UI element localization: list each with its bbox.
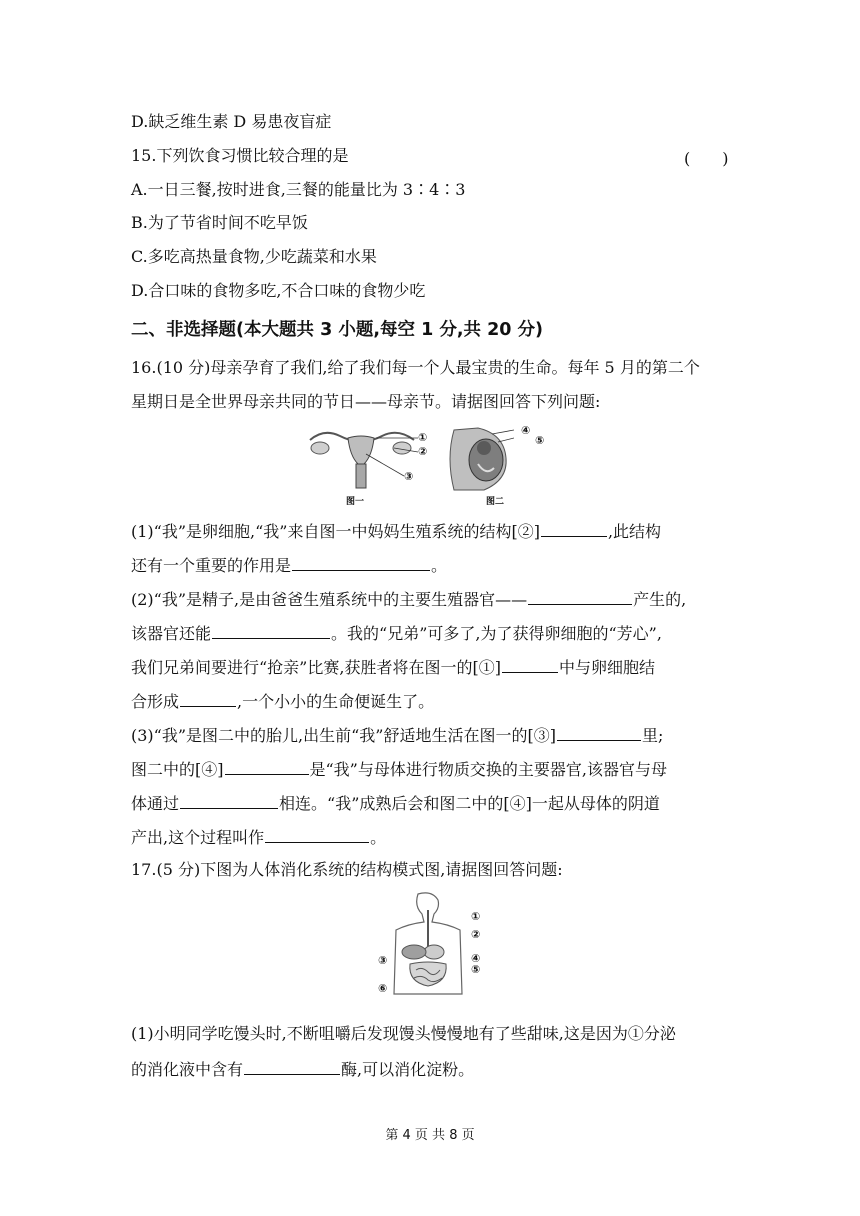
text: 体通过	[131, 794, 180, 813]
q16-part3-line1	[131, 724, 663, 746]
q16-part2-line2	[131, 622, 662, 644]
q16-stem-line1: 16.(10 分)母亲孕育了我们,给了我们每一个人最宝贵的生命。每年 5 月的第二个	[131, 358, 700, 377]
q16-part3-line2	[131, 758, 667, 780]
fig1-label-1: ①	[418, 431, 428, 444]
text: 我们兄弟间要进行“抢亲”比赛,获胜者将在图一的[①]	[131, 658, 501, 677]
q15-option-d: D.合口味的食物多吃,不合口味的食物少吃	[131, 281, 426, 300]
figure-one-reproductive-system	[306, 426, 426, 508]
text: ,一个小小的生命便诞生了。	[237, 692, 435, 711]
q14-option-d: D.缺乏维生素 D 易患夜盲症	[131, 112, 332, 131]
answer-blank[interactable]	[292, 554, 430, 571]
q16-part2-line1	[131, 588, 686, 610]
text: 酶,可以消化淀粉。	[341, 1060, 475, 1079]
q17-label-5: ⑤	[471, 963, 481, 976]
fig2-label-5: ⑤	[535, 434, 545, 447]
q16-part3-line3	[131, 792, 660, 814]
text: 是“我”与母体进行物质交换的主要器官,该器官与母	[309, 760, 667, 779]
q15-option-b: B.为了节省时间不吃早饭	[131, 213, 308, 232]
page-footer: 第 4 页 共 8 页	[385, 1128, 475, 1143]
fig2-label-4: ④	[521, 424, 531, 437]
text: 。我的“兄弟”可多了,为了获得卵细胞的“芳心”,	[331, 624, 662, 643]
q16-part2-line3	[131, 656, 655, 678]
answer-blank[interactable]	[265, 826, 369, 843]
q15-option-c: C.多吃高热量食物,少吃蔬菜和水果	[131, 247, 377, 266]
answer-blank[interactable]	[244, 1058, 340, 1075]
text: 相连。“我”成熟后会和图二中的[④]一起从母体的阴道	[279, 794, 660, 813]
q17-label-4: ④	[471, 952, 481, 965]
fig1-label-2: ②	[418, 445, 428, 458]
text: 。	[431, 556, 448, 575]
q17-label-2: ②	[471, 928, 481, 941]
q15-stem: 15.下列饮食习惯比较合理的是	[131, 146, 349, 165]
figure-two-fetus	[444, 424, 514, 494]
q17-label-6: ⑥	[378, 982, 388, 995]
section-title: 二、非选择题(本大题共 3 小题,每空 1 分,共 20 分)	[131, 320, 544, 340]
text: 合形成	[131, 692, 180, 711]
q16-part2-line4	[131, 690, 434, 712]
q16-part1-line2	[131, 554, 447, 576]
figure-digestive-system	[388, 890, 468, 998]
q16-part3-line4	[131, 826, 386, 848]
answer-blank[interactable]	[212, 622, 330, 639]
text: 该器官还能	[131, 624, 212, 643]
fig1-label-3: ③	[404, 470, 414, 483]
answer-blank[interactable]	[180, 690, 236, 707]
text: 产生的,	[633, 590, 687, 609]
answer-blank[interactable]	[557, 724, 641, 741]
figure-two-caption: 图二	[486, 497, 505, 507]
text: 。	[370, 828, 387, 847]
q17-label-3: ③	[378, 954, 388, 967]
q16-part1-line1	[131, 520, 661, 542]
answer-blank[interactable]	[180, 792, 278, 809]
text: 中与卵细胞结	[558, 658, 655, 677]
answer-blank[interactable]	[541, 520, 607, 537]
text: (1)“我”是卵细胞,“我”来自图一中妈妈生殖系统的结构[②]	[131, 522, 540, 541]
q16-stem-line2: 星期日是全世界母亲共同的节日——母亲节。请据图回答下列问题:	[131, 392, 601, 411]
q17-stem: 17.(5 分)下图为人体消化系统的结构模式图,请据图回答问题:	[131, 860, 563, 879]
q15-answer-paren: ( )	[684, 149, 729, 168]
figure-one-caption: 图一	[346, 497, 365, 507]
text: 里;	[641, 726, 664, 745]
q17-part1-line1: (1)小明同学吃馒头时,不断咀嚼后发现馒头慢慢地有了些甜味,这是因为①分泌	[131, 1024, 676, 1043]
text: ,此结构	[607, 522, 662, 541]
text: 产出,这个过程叫作	[131, 828, 265, 847]
answer-blank[interactable]	[528, 588, 632, 605]
answer-blank[interactable]	[225, 758, 309, 775]
text: 还有一个重要的作用是	[131, 556, 292, 575]
text: (3)“我”是图二中的胎儿,出生前“我”舒适地生活在图一的[③]	[131, 726, 556, 745]
text: (2)“我”是精子,是由爸爸生殖系统中的主要生殖器官——	[131, 590, 528, 609]
q15-option-a: A.一日三餐,按时进食,三餐的能量比为 3∶4∶3	[131, 180, 466, 199]
answer-blank[interactable]	[502, 656, 558, 673]
text: 的消化液中含有	[131, 1060, 244, 1079]
q17-part1-line2	[131, 1058, 474, 1080]
q17-label-1: ①	[471, 910, 481, 923]
text: 图二中的[④]	[131, 760, 224, 779]
